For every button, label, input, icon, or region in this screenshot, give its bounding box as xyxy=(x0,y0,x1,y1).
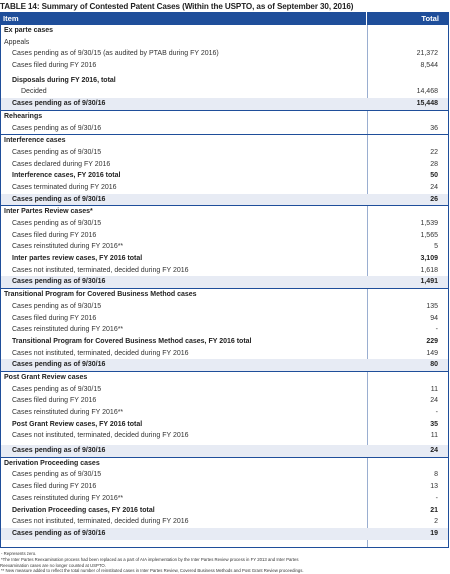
table-row xyxy=(1,336,448,348)
table-row xyxy=(1,430,448,442)
table-row xyxy=(1,123,448,135)
row-value: 24 xyxy=(430,397,438,405)
row-value: 26 xyxy=(430,195,438,203)
table-row xyxy=(1,253,448,265)
row-value: 35 xyxy=(430,420,438,428)
table-row xyxy=(1,395,448,407)
pending-total-row xyxy=(1,528,448,540)
row-label: Cases filed during FY 2016 xyxy=(12,397,97,405)
row-label: Inter partes review cases, FY 2016 total xyxy=(12,255,143,263)
section-heading-row xyxy=(1,372,448,384)
row-label: Cases pending as of 9/30/16 xyxy=(12,100,106,108)
footnote-double-star: ** New measure added to reflect the total number of reinstituted cases in Inter Partes Review, Covered Business Methods and Post Grant Review proceedings. xyxy=(1,568,304,574)
table-row xyxy=(1,86,448,98)
row-label: Post Grant Review cases xyxy=(4,373,88,381)
row-label: Cases not instituted, terminated, decided during FY 2016 xyxy=(12,432,189,440)
row-label: Decided xyxy=(21,88,47,96)
row-label: Derivation Proceeding cases, FY 2016 total xyxy=(12,506,155,514)
table-row xyxy=(1,324,448,336)
row-value: 229 xyxy=(426,337,438,345)
row-value: 19 xyxy=(430,529,438,537)
row-value: 36 xyxy=(430,124,438,132)
row-label: Cases pending as of 9/30/16 xyxy=(12,447,106,455)
pending-total-row xyxy=(1,194,448,206)
table-row xyxy=(1,60,448,72)
row-label: Post Grant Review cases, FY 2016 total xyxy=(12,420,143,428)
header-item: Item xyxy=(3,14,19,23)
table-row xyxy=(1,516,448,528)
table-row xyxy=(1,241,448,253)
section-heading-row xyxy=(1,135,448,147)
pending-total-row xyxy=(1,445,448,457)
pending-total-row xyxy=(1,359,448,371)
row-label: Cases filed during FY 2016 xyxy=(12,231,97,239)
row-value: 21 xyxy=(430,506,438,514)
row-label: Cases pending as of 9/30/15 (as audited by PTAB during FY 2016) xyxy=(12,50,219,58)
row-value: 21,372 xyxy=(416,50,438,58)
row-value: 1,618 xyxy=(420,266,438,274)
row-label: Cases filed during FY 2016 xyxy=(12,62,97,70)
row-value: 11 xyxy=(430,385,438,393)
pending-total-row xyxy=(1,276,448,288)
table-row xyxy=(1,469,448,481)
table-row xyxy=(1,348,448,360)
row-label: Derivation Proceeding cases xyxy=(4,459,100,467)
row-label: Cases filed during FY 2016 xyxy=(12,483,97,491)
row-label: Cases pending as of 9/30/16 xyxy=(12,195,106,203)
row-value: 5 xyxy=(434,243,438,251)
table-row xyxy=(1,147,448,159)
row-value: - xyxy=(435,409,438,416)
table-title: TABLE 14: Summary of Contested Patent Cases (Within the USPTO, as of September 30, 2016) xyxy=(0,2,354,11)
row-label: Interference cases, FY 2016 total xyxy=(12,172,121,180)
row-value: 15,448 xyxy=(416,100,438,108)
row-label: Cases pending as of 9/30/16 xyxy=(12,361,106,369)
row-value: 13 xyxy=(430,483,438,491)
section-heading-row xyxy=(1,111,448,123)
table-row xyxy=(1,159,448,171)
row-value: 8,544 xyxy=(420,62,438,70)
row-label: Interference cases xyxy=(4,137,66,145)
row-value: 135 xyxy=(426,302,438,310)
row-value: 24 xyxy=(430,447,438,455)
header-total: Total xyxy=(421,14,439,23)
row-label: Cases pending as of 9/30/15 xyxy=(12,220,102,227)
contested-cases-table xyxy=(0,25,449,548)
table-row xyxy=(1,481,448,493)
row-value: 22 xyxy=(430,148,438,156)
row-label: Cases terminated during FY 2016 xyxy=(12,183,117,191)
table-row xyxy=(1,407,448,419)
table-row xyxy=(1,75,448,87)
row-value: 24 xyxy=(430,183,438,191)
row-label: Transitional Program for Covered Business Method cases, FY 2016 total xyxy=(12,337,252,345)
footnote-star-line1: *The Inter Partes Reexamination process had been replaced as a part of AIA implementation by the Inter Partes Review process in FY 2013 and Inter Partes xyxy=(1,556,299,562)
row-label: Cases not instituted, terminated, decided during FY 2016 xyxy=(12,349,189,357)
table-row xyxy=(1,419,448,431)
table-row xyxy=(1,218,448,230)
pending-total-row xyxy=(1,98,448,110)
row-value: 149 xyxy=(426,349,438,357)
table-row xyxy=(1,384,448,396)
table-row xyxy=(1,265,448,277)
row-value: 80 xyxy=(430,361,438,369)
row-label: Transitional Program for Covered Business Method cases xyxy=(4,291,197,299)
row-label: Cases reinstituted during FY 2016** xyxy=(12,326,124,334)
table-row xyxy=(1,48,448,60)
row-value: 1,539 xyxy=(420,220,438,227)
footnote-zero: - Represents zero. xyxy=(1,551,37,556)
section-heading-row xyxy=(1,206,448,218)
table-row xyxy=(1,301,448,313)
table-row xyxy=(1,505,448,517)
row-label: Cases reinstituted during FY 2016** xyxy=(12,494,124,502)
row-value: 50 xyxy=(430,172,438,180)
row-label: Cases reinstituted during FY 2016** xyxy=(12,243,124,251)
table-row xyxy=(1,37,448,49)
table-row xyxy=(1,230,448,242)
row-label: Cases pending as of 9/30/15 xyxy=(12,385,102,393)
row-label: Cases filed during FY 2016 xyxy=(12,314,97,322)
table-row xyxy=(1,313,448,325)
row-label: Appeals xyxy=(4,38,30,46)
row-label: Cases pending as of 9/30/16 xyxy=(12,278,106,286)
table-row xyxy=(1,170,448,182)
row-value: 1,565 xyxy=(420,231,438,239)
row-label: Cases declared during FY 2016 xyxy=(12,160,111,168)
section-heading-row xyxy=(1,458,448,470)
row-value: 14,468 xyxy=(416,88,438,96)
row-label: Cases pending as of 9/30/16 xyxy=(12,529,106,537)
table-row xyxy=(1,182,448,194)
footnote-star-line2: Reexamination cases are no longer counted at USPTO. xyxy=(0,562,106,568)
table-header xyxy=(0,12,449,25)
table-row xyxy=(1,493,448,505)
row-label: Cases not instituted, terminated, decided during FY 2016 xyxy=(12,266,189,274)
table-body xyxy=(1,25,448,540)
row-value: 2 xyxy=(434,518,438,526)
header-divider xyxy=(366,12,367,25)
section-heading-row xyxy=(1,289,448,301)
row-label: Inter Partes Review cases* xyxy=(4,208,93,216)
footnotes xyxy=(0,551,450,574)
row-value: 28 xyxy=(430,160,438,168)
row-value: 11 xyxy=(430,432,438,440)
row-value: - xyxy=(435,494,438,502)
row-value: 1,491 xyxy=(420,278,438,286)
row-value: 94 xyxy=(430,314,438,322)
row-value: 3,109 xyxy=(420,255,438,263)
row-value: - xyxy=(435,326,438,334)
row-value: 8 xyxy=(434,471,438,479)
row-label: Disposals during FY 2016, total xyxy=(12,76,116,84)
row-label: Cases not instituted, terminated, decided during FY 2016 xyxy=(12,518,189,526)
row-label: Cases pending as of 9/30/15 xyxy=(12,471,102,479)
row-label: Cases pending as of 9/30/15 xyxy=(12,148,102,156)
row-label: Cases pending as of 9/30/15 xyxy=(12,302,102,310)
row-label: Ex parte cases xyxy=(4,27,54,34)
section-heading-row xyxy=(1,25,448,37)
row-label: Rehearings xyxy=(4,112,43,120)
row-label: Cases reinstituted during FY 2016** xyxy=(12,409,124,416)
row-label: Cases pending as of 9/30/16 xyxy=(12,124,102,132)
